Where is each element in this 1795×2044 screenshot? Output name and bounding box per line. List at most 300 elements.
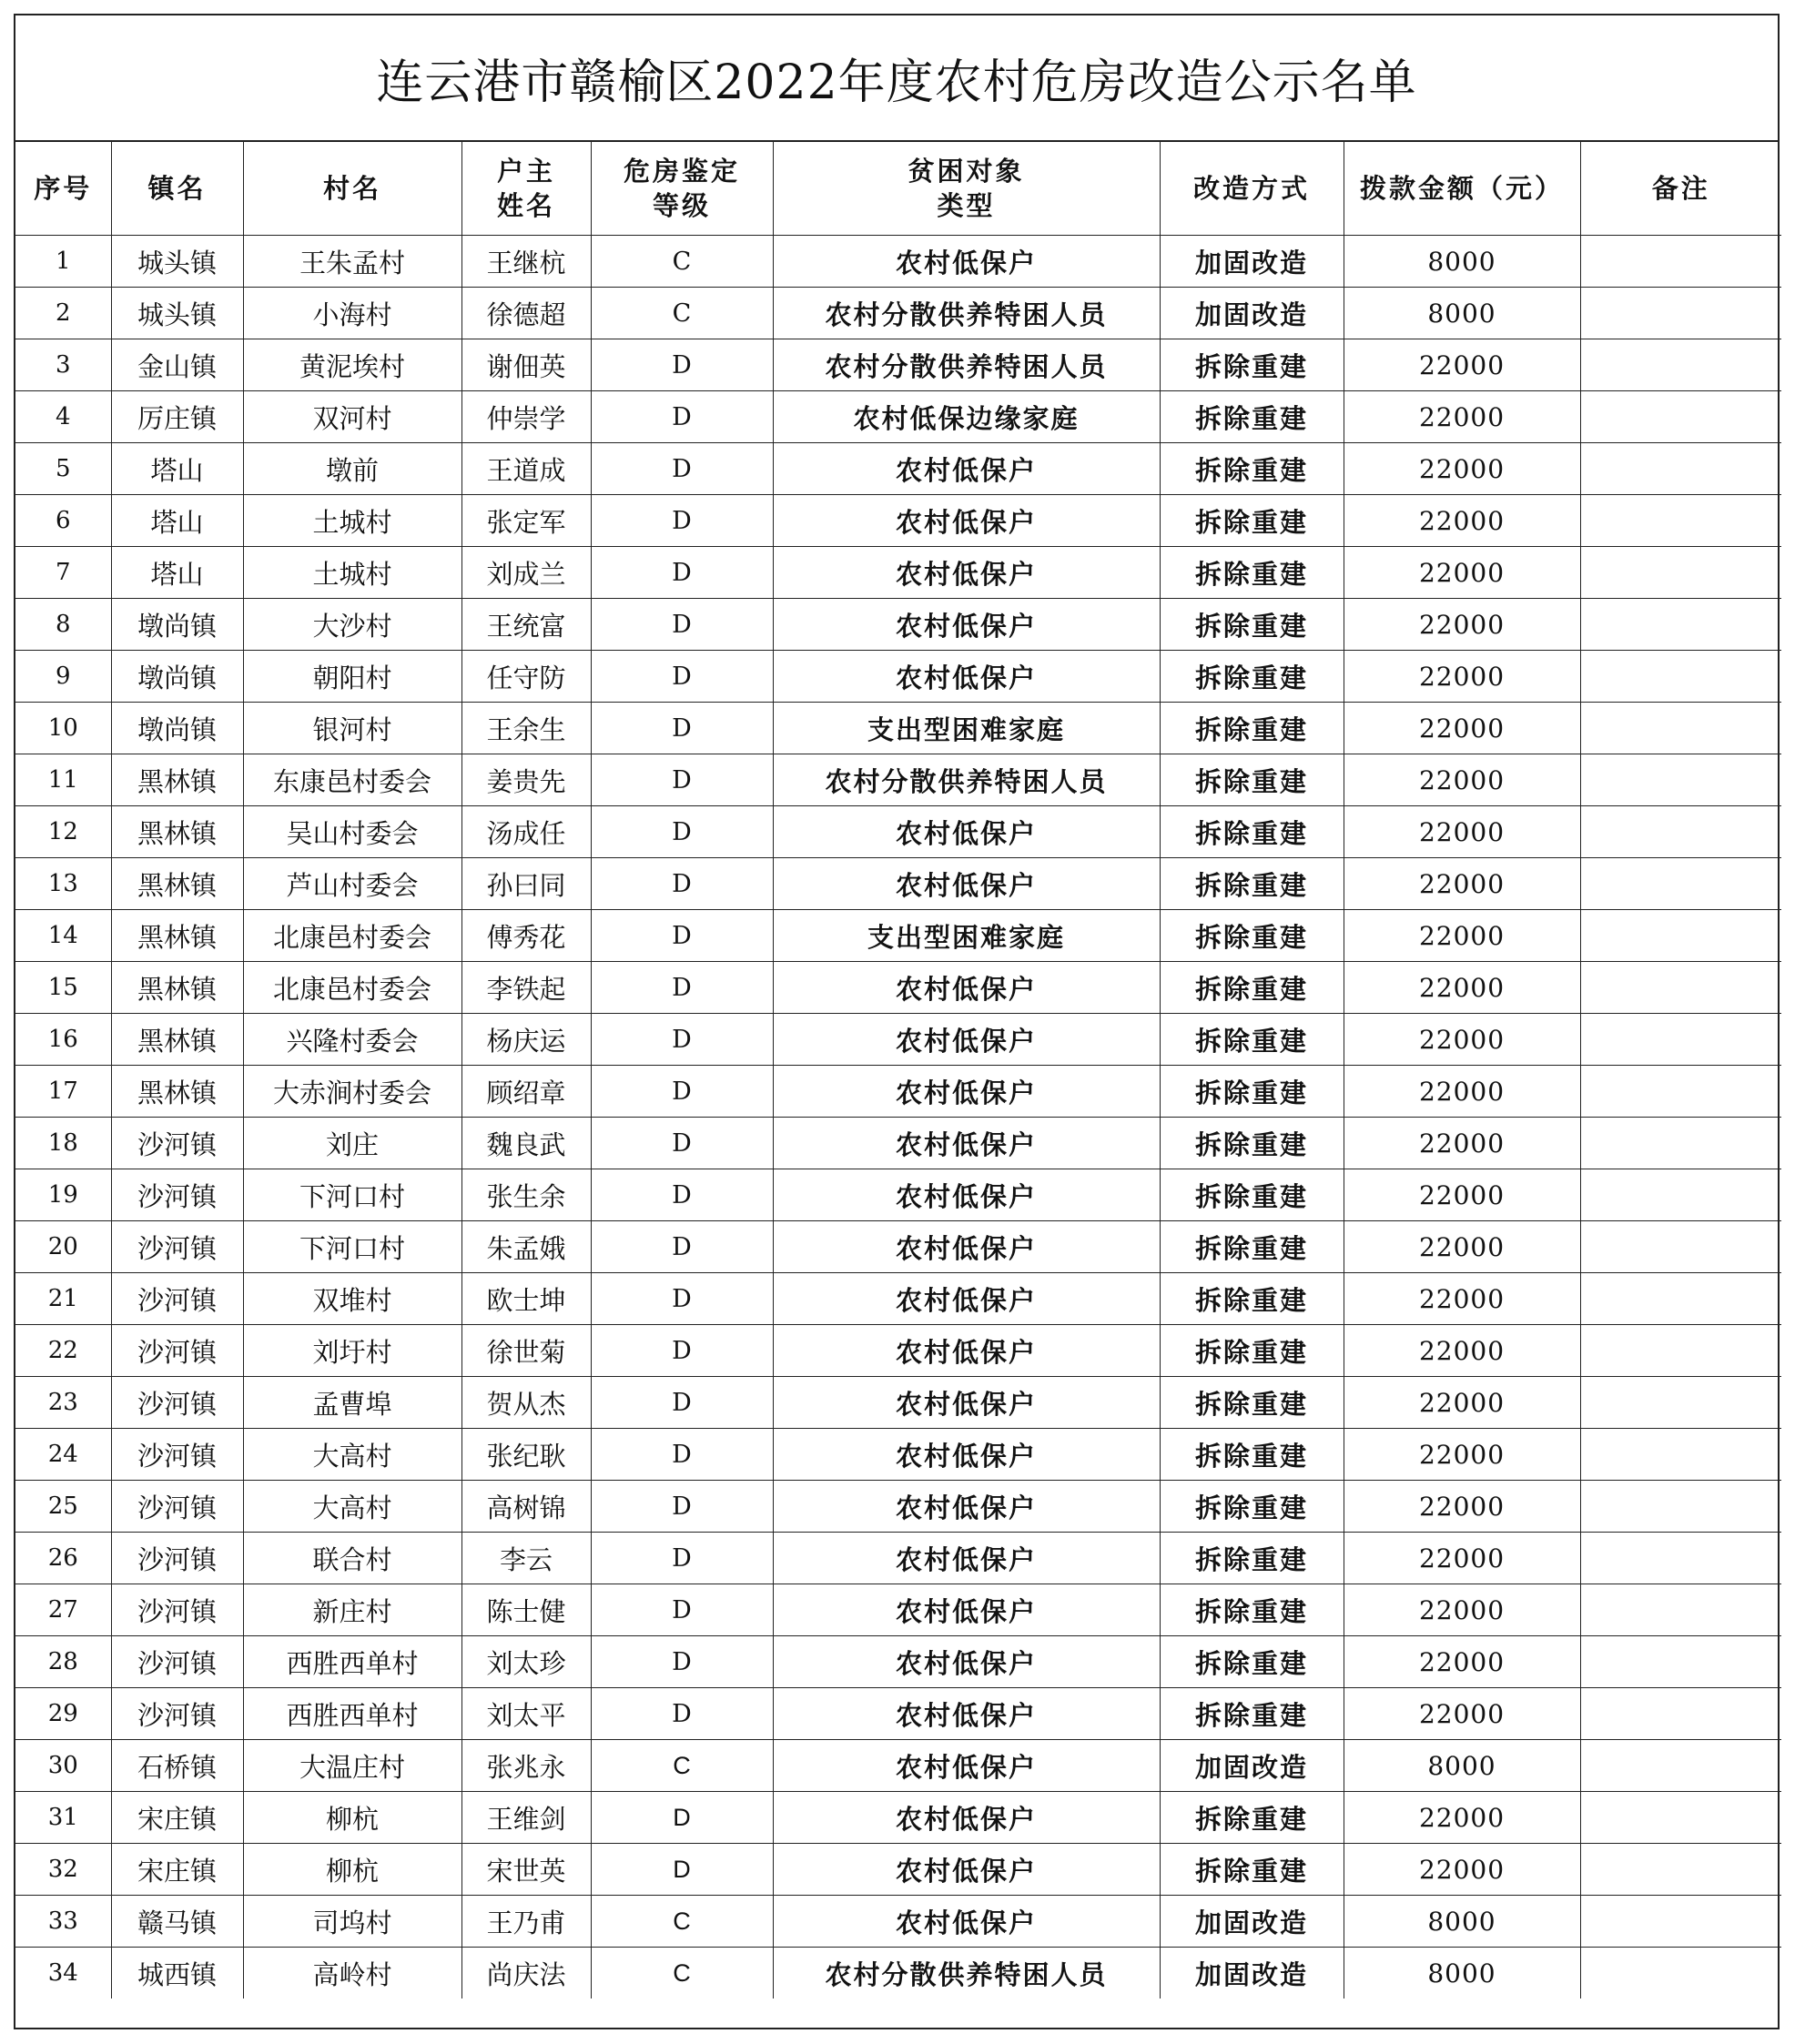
cell-remark	[1580, 703, 1781, 754]
cell-method: 拆除重建	[1160, 1014, 1344, 1066]
cell-grade: D	[591, 754, 773, 806]
cell-owner: 王乃甫	[461, 1896, 591, 1948]
cell-grade: D	[591, 1584, 773, 1636]
cell-town: 宋庄镇	[111, 1844, 243, 1896]
cell-method: 拆除重建	[1160, 339, 1344, 391]
table-body	[15, 236, 1781, 1999]
table-row	[15, 1533, 1781, 1584]
cell-seq: 7	[15, 547, 111, 599]
cell-poverty-type: 农村低保户	[773, 1688, 1160, 1740]
cell-grade: C	[591, 288, 773, 339]
cell-amount: 22000	[1344, 1533, 1580, 1584]
cell-grade: D	[591, 1273, 773, 1325]
cell-amount: 22000	[1344, 1636, 1580, 1688]
cell-remark	[1580, 391, 1781, 443]
header-remark: 备注	[1580, 142, 1781, 236]
cell-remark	[1580, 599, 1781, 651]
cell-grade: C	[591, 1896, 773, 1948]
cell-village: 西胜西单村	[243, 1636, 461, 1688]
cell-village: 东康邑村委会	[243, 754, 461, 806]
cell-remark	[1580, 236, 1781, 288]
cell-method: 拆除重建	[1160, 1377, 1344, 1429]
cell-village: 朝阳村	[243, 651, 461, 703]
cell-seq: 31	[15, 1792, 111, 1844]
cell-owner: 刘成兰	[461, 547, 591, 599]
cell-remark	[1580, 1429, 1781, 1481]
cell-town: 厉庄镇	[111, 391, 243, 443]
cell-remark	[1580, 1325, 1781, 1377]
cell-remark	[1580, 443, 1781, 495]
cell-remark	[1580, 1636, 1781, 1688]
table-row	[15, 1792, 1781, 1844]
cell-village: 北康邑村委会	[243, 962, 461, 1014]
cell-owner: 陈士健	[461, 1584, 591, 1636]
table-row	[15, 236, 1781, 288]
cell-poverty-type: 农村低保户	[773, 1273, 1160, 1325]
cell-remark	[1580, 1896, 1781, 1948]
cell-grade: D	[591, 806, 773, 858]
table-row	[15, 1688, 1781, 1740]
cell-owner: 任守防	[461, 651, 591, 703]
table-row	[15, 858, 1781, 910]
cell-method: 拆除重建	[1160, 651, 1344, 703]
cell-amount: 22000	[1344, 1377, 1580, 1429]
cell-poverty-type: 农村低保户	[773, 1636, 1160, 1688]
cell-seq: 26	[15, 1533, 111, 1584]
table-row	[15, 1377, 1781, 1429]
cell-town: 黑林镇	[111, 1014, 243, 1066]
table-row	[15, 339, 1781, 391]
cell-town: 墩尚镇	[111, 703, 243, 754]
cell-poverty-type: 农村低保户	[773, 1792, 1160, 1844]
cell-grade: D	[591, 1066, 773, 1118]
cell-seq: 12	[15, 806, 111, 858]
cell-amount: 22000	[1344, 1481, 1580, 1533]
table-row	[15, 1481, 1781, 1533]
cell-owner: 刘太平	[461, 1688, 591, 1740]
cell-owner: 李铁起	[461, 962, 591, 1014]
cell-grade: D	[591, 495, 773, 547]
cell-owner: 朱孟娥	[461, 1221, 591, 1273]
cell-amount: 22000	[1344, 1688, 1580, 1740]
table-row	[15, 1066, 1781, 1118]
header-owner-line1: 户主	[496, 156, 555, 187]
cell-method: 拆除重建	[1160, 754, 1344, 806]
cell-village: 柳杭	[243, 1844, 461, 1896]
cell-town: 沙河镇	[111, 1429, 243, 1481]
cell-remark	[1580, 1169, 1781, 1221]
cell-method: 拆除重建	[1160, 1169, 1344, 1221]
cell-owner: 王道成	[461, 443, 591, 495]
document-sheet	[14, 14, 1780, 2029]
cell-grade: D	[591, 703, 773, 754]
cell-seq: 30	[15, 1740, 111, 1792]
cell-amount: 8000	[1344, 1740, 1580, 1792]
cell-town: 赣马镇	[111, 1896, 243, 1948]
cell-grade: D	[591, 1118, 773, 1169]
cell-method: 拆除重建	[1160, 1688, 1344, 1740]
cell-poverty-type: 农村低保户	[773, 599, 1160, 651]
cell-poverty-type: 农村低保户	[773, 1066, 1160, 1118]
cell-owner: 宋世英	[461, 1844, 591, 1896]
cell-village: 北康邑村委会	[243, 910, 461, 962]
cell-remark	[1580, 495, 1781, 547]
cell-amount: 22000	[1344, 339, 1580, 391]
cell-seq: 3	[15, 339, 111, 391]
cell-town: 黑林镇	[111, 858, 243, 910]
cell-town: 沙河镇	[111, 1533, 243, 1584]
cell-method: 拆除重建	[1160, 1429, 1344, 1481]
cell-village: 柳杭	[243, 1792, 461, 1844]
cell-method: 拆除重建	[1160, 1481, 1344, 1533]
cell-remark	[1580, 1740, 1781, 1792]
cell-amount: 22000	[1344, 443, 1580, 495]
cell-town: 城头镇	[111, 236, 243, 288]
cell-village: 司坞村	[243, 1896, 461, 1948]
table-row	[15, 495, 1781, 547]
cell-village: 双河村	[243, 391, 461, 443]
cell-amount: 22000	[1344, 1325, 1580, 1377]
cell-owner: 王余生	[461, 703, 591, 754]
cell-remark	[1580, 547, 1781, 599]
cell-method: 拆除重建	[1160, 858, 1344, 910]
table-row	[15, 443, 1781, 495]
cell-poverty-type: 支出型困难家庭	[773, 703, 1160, 754]
cell-owner: 杨庆运	[461, 1014, 591, 1066]
cell-amount: 8000	[1344, 288, 1580, 339]
cell-remark	[1580, 1533, 1781, 1584]
cell-method: 拆除重建	[1160, 547, 1344, 599]
cell-poverty-type: 农村低保户	[773, 1014, 1160, 1066]
header-ptype-line2: 类型	[937, 190, 996, 221]
cell-owner: 孙曰同	[461, 858, 591, 910]
cell-grade: D	[591, 1688, 773, 1740]
cell-village: 西胜西单村	[243, 1688, 461, 1740]
cell-remark	[1580, 1273, 1781, 1325]
cell-village: 新庄村	[243, 1584, 461, 1636]
cell-grade: D	[591, 1481, 773, 1533]
cell-remark	[1580, 1481, 1781, 1533]
cell-amount: 22000	[1344, 1584, 1580, 1636]
header-amount: 拨款金额（元）	[1344, 142, 1580, 236]
table-row	[15, 1221, 1781, 1273]
cell-town: 黑林镇	[111, 1066, 243, 1118]
cell-town: 塔山	[111, 495, 243, 547]
cell-owner: 王维剑	[461, 1792, 591, 1844]
cell-poverty-type: 农村低保户	[773, 443, 1160, 495]
cell-method: 拆除重建	[1160, 1273, 1344, 1325]
cell-owner: 欧士坤	[461, 1273, 591, 1325]
cell-village: 吴山村委会	[243, 806, 461, 858]
cell-amount: 22000	[1344, 1066, 1580, 1118]
cell-poverty-type: 农村低保户	[773, 1481, 1160, 1533]
cell-village: 双堆村	[243, 1273, 461, 1325]
cell-town: 石桥镇	[111, 1740, 243, 1792]
cell-seq: 15	[15, 962, 111, 1014]
table-row	[15, 1584, 1781, 1636]
cell-village: 大温庄村	[243, 1740, 461, 1792]
cell-owner: 刘太珍	[461, 1636, 591, 1688]
cell-town: 沙河镇	[111, 1377, 243, 1429]
cell-village: 黄泥埃村	[243, 339, 461, 391]
cell-village: 大沙村	[243, 599, 461, 651]
cell-village: 银河村	[243, 703, 461, 754]
cell-seq: 1	[15, 236, 111, 288]
cell-poverty-type: 农村低保户	[773, 1221, 1160, 1273]
cell-method: 拆除重建	[1160, 1118, 1344, 1169]
cell-seq: 4	[15, 391, 111, 443]
cell-poverty-type: 农村低保边缘家庭	[773, 391, 1160, 443]
cell-method: 加固改造	[1160, 236, 1344, 288]
cell-seq: 9	[15, 651, 111, 703]
cell-remark	[1580, 339, 1781, 391]
cell-amount: 22000	[1344, 495, 1580, 547]
cell-village: 高岭村	[243, 1948, 461, 1999]
cell-grade: D	[591, 443, 773, 495]
cell-poverty-type: 农村低保户	[773, 651, 1160, 703]
header-ptype-line1: 贫困对象	[908, 156, 1025, 187]
cell-owner: 王继杭	[461, 236, 591, 288]
header-village: 村名	[243, 142, 461, 236]
table-row	[15, 806, 1781, 858]
table-row	[15, 1429, 1781, 1481]
cell-seq: 34	[15, 1948, 111, 1999]
cell-town: 沙河镇	[111, 1221, 243, 1273]
cell-owner: 张生余	[461, 1169, 591, 1221]
cell-village: 芦山村委会	[243, 858, 461, 910]
table-row	[15, 1740, 1781, 1792]
cell-grade: D	[591, 1533, 773, 1584]
table-row	[15, 288, 1781, 339]
header-grade-line2: 等级	[652, 190, 711, 221]
cell-village: 孟曹埠	[243, 1377, 461, 1429]
header-grade-line1: 危房鉴定	[623, 156, 740, 187]
cell-grade: D	[591, 339, 773, 391]
cell-method: 加固改造	[1160, 1948, 1344, 1999]
cell-grade: D	[591, 651, 773, 703]
cell-owner: 徐世菊	[461, 1325, 591, 1377]
cell-method: 拆除重建	[1160, 1066, 1344, 1118]
cell-town: 宋庄镇	[111, 1792, 243, 1844]
data-table	[15, 142, 1781, 1998]
cell-seq: 24	[15, 1429, 111, 1481]
cell-remark	[1580, 1118, 1781, 1169]
table-row	[15, 391, 1781, 443]
cell-amount: 22000	[1344, 1014, 1580, 1066]
cell-grade: D	[591, 1325, 773, 1377]
cell-poverty-type: 农村低保户	[773, 547, 1160, 599]
cell-poverty-type: 农村低保户	[773, 806, 1160, 858]
cell-remark	[1580, 1066, 1781, 1118]
cell-method: 拆除重建	[1160, 703, 1344, 754]
cell-seq: 11	[15, 754, 111, 806]
cell-grade: D	[591, 1636, 773, 1688]
cell-village: 大赤涧村委会	[243, 1066, 461, 1118]
cell-town: 沙河镇	[111, 1169, 243, 1221]
cell-poverty-type: 农村低保户	[773, 1533, 1160, 1584]
cell-method: 拆除重建	[1160, 962, 1344, 1014]
cell-town: 墩尚镇	[111, 599, 243, 651]
cell-poverty-type: 农村低保户	[773, 1377, 1160, 1429]
cell-village: 刘庄	[243, 1118, 461, 1169]
cell-poverty-type: 农村分散供养特困人员	[773, 288, 1160, 339]
cell-remark	[1580, 754, 1781, 806]
header-poverty-type	[773, 142, 1160, 236]
cell-grade: D	[591, 1221, 773, 1273]
cell-poverty-type: 农村低保户	[773, 236, 1160, 288]
cell-seq: 18	[15, 1118, 111, 1169]
table-row	[15, 703, 1781, 754]
cell-seq: 22	[15, 1325, 111, 1377]
cell-remark	[1580, 858, 1781, 910]
cell-grade: D	[591, 391, 773, 443]
cell-town: 城西镇	[111, 1948, 243, 1999]
cell-poverty-type: 农村分散供养特困人员	[773, 754, 1160, 806]
cell-town: 黑林镇	[111, 806, 243, 858]
cell-seq: 5	[15, 443, 111, 495]
cell-owner: 贺从杰	[461, 1377, 591, 1429]
cell-amount: 22000	[1344, 1844, 1580, 1896]
cell-seq: 13	[15, 858, 111, 910]
cell-grade: D	[591, 1169, 773, 1221]
cell-town: 沙河镇	[111, 1118, 243, 1169]
cell-seq: 16	[15, 1014, 111, 1066]
cell-method: 拆除重建	[1160, 443, 1344, 495]
cell-grade: D	[591, 910, 773, 962]
cell-remark	[1580, 1948, 1781, 1999]
cell-owner: 傅秀花	[461, 910, 591, 962]
cell-grade: D	[591, 1014, 773, 1066]
cell-grade: C	[591, 236, 773, 288]
cell-method: 拆除重建	[1160, 910, 1344, 962]
cell-method: 拆除重建	[1160, 1792, 1344, 1844]
cell-town: 黑林镇	[111, 962, 243, 1014]
cell-poverty-type: 农村低保户	[773, 1429, 1160, 1481]
table-row	[15, 1118, 1781, 1169]
cell-grade: D	[591, 1792, 773, 1844]
cell-owner: 张兆永	[461, 1740, 591, 1792]
cell-seq: 28	[15, 1636, 111, 1688]
cell-seq: 20	[15, 1221, 111, 1273]
table-row	[15, 962, 1781, 1014]
cell-village: 联合村	[243, 1533, 461, 1584]
cell-amount: 22000	[1344, 858, 1580, 910]
header-owner-line2: 姓名	[496, 190, 555, 221]
table-row	[15, 1273, 1781, 1325]
cell-owner: 徐德超	[461, 288, 591, 339]
cell-seq: 33	[15, 1896, 111, 1948]
cell-poverty-type: 农村分散供养特困人员	[773, 339, 1160, 391]
cell-amount: 22000	[1344, 1429, 1580, 1481]
table-row	[15, 1844, 1781, 1896]
cell-method: 拆除重建	[1160, 1636, 1344, 1688]
cell-remark	[1580, 1584, 1781, 1636]
table-row	[15, 599, 1781, 651]
cell-owner: 姜贵先	[461, 754, 591, 806]
cell-owner: 魏良武	[461, 1118, 591, 1169]
cell-method: 拆除重建	[1160, 1844, 1344, 1896]
cell-method: 拆除重建	[1160, 1221, 1344, 1273]
table-row	[15, 1636, 1781, 1688]
cell-grade: D	[591, 1429, 773, 1481]
cell-seq: 10	[15, 703, 111, 754]
table-row	[15, 1169, 1781, 1221]
cell-owner: 谢佃英	[461, 339, 591, 391]
cell-method: 加固改造	[1160, 1896, 1344, 1948]
cell-town: 沙河镇	[111, 1584, 243, 1636]
cell-seq: 27	[15, 1584, 111, 1636]
header-owner	[461, 142, 591, 236]
cell-village: 墩前	[243, 443, 461, 495]
header-method: 改造方式	[1160, 142, 1344, 236]
cell-grade: C	[591, 1740, 773, 1792]
cell-seq: 8	[15, 599, 111, 651]
cell-village: 土城村	[243, 495, 461, 547]
cell-village: 大高村	[243, 1481, 461, 1533]
cell-remark	[1580, 1688, 1781, 1740]
cell-owner: 张纪耿	[461, 1429, 591, 1481]
cell-amount: 22000	[1344, 1792, 1580, 1844]
cell-remark	[1580, 1221, 1781, 1273]
cell-seq: 23	[15, 1377, 111, 1429]
cell-town: 沙河镇	[111, 1273, 243, 1325]
cell-method: 加固改造	[1160, 288, 1344, 339]
cell-remark	[1580, 1792, 1781, 1844]
cell-remark	[1580, 962, 1781, 1014]
cell-town: 沙河镇	[111, 1325, 243, 1377]
cell-amount: 8000	[1344, 1948, 1580, 1999]
cell-owner: 李云	[461, 1533, 591, 1584]
cell-poverty-type: 农村低保户	[773, 1118, 1160, 1169]
cell-poverty-type: 农村低保户	[773, 1584, 1160, 1636]
cell-amount: 22000	[1344, 910, 1580, 962]
table-row	[15, 1896, 1781, 1948]
cell-town: 沙河镇	[111, 1481, 243, 1533]
cell-seq: 17	[15, 1066, 111, 1118]
cell-poverty-type: 农村低保户	[773, 495, 1160, 547]
cell-remark	[1580, 1377, 1781, 1429]
table-row	[15, 910, 1781, 962]
cell-amount: 22000	[1344, 1273, 1580, 1325]
cell-seq: 14	[15, 910, 111, 962]
cell-owner: 仲崇学	[461, 391, 591, 443]
page-title: 连云港市赣榆区2022年度农村危房改造公示名单	[15, 15, 1778, 142]
cell-poverty-type: 农村低保户	[773, 1844, 1160, 1896]
cell-amount: 22000	[1344, 547, 1580, 599]
cell-village: 兴隆村委会	[243, 1014, 461, 1066]
header-grade	[591, 142, 773, 236]
cell-owner: 汤成任	[461, 806, 591, 858]
cell-remark	[1580, 806, 1781, 858]
cell-amount: 22000	[1344, 1169, 1580, 1221]
cell-amount: 22000	[1344, 754, 1580, 806]
cell-amount: 22000	[1344, 1221, 1580, 1273]
cell-poverty-type: 农村低保户	[773, 858, 1160, 910]
cell-method: 拆除重建	[1160, 495, 1344, 547]
cell-village: 大高村	[243, 1429, 461, 1481]
cell-method: 拆除重建	[1160, 1584, 1344, 1636]
cell-poverty-type: 农村低保户	[773, 1169, 1160, 1221]
cell-seq: 29	[15, 1688, 111, 1740]
cell-amount: 22000	[1344, 391, 1580, 443]
cell-owner: 顾绍章	[461, 1066, 591, 1118]
cell-village: 刘圩村	[243, 1325, 461, 1377]
cell-poverty-type: 农村分散供养特困人员	[773, 1948, 1160, 1999]
table-row	[15, 754, 1781, 806]
cell-poverty-type: 农村低保户	[773, 1896, 1160, 1948]
table-row	[15, 651, 1781, 703]
cell-town: 金山镇	[111, 339, 243, 391]
